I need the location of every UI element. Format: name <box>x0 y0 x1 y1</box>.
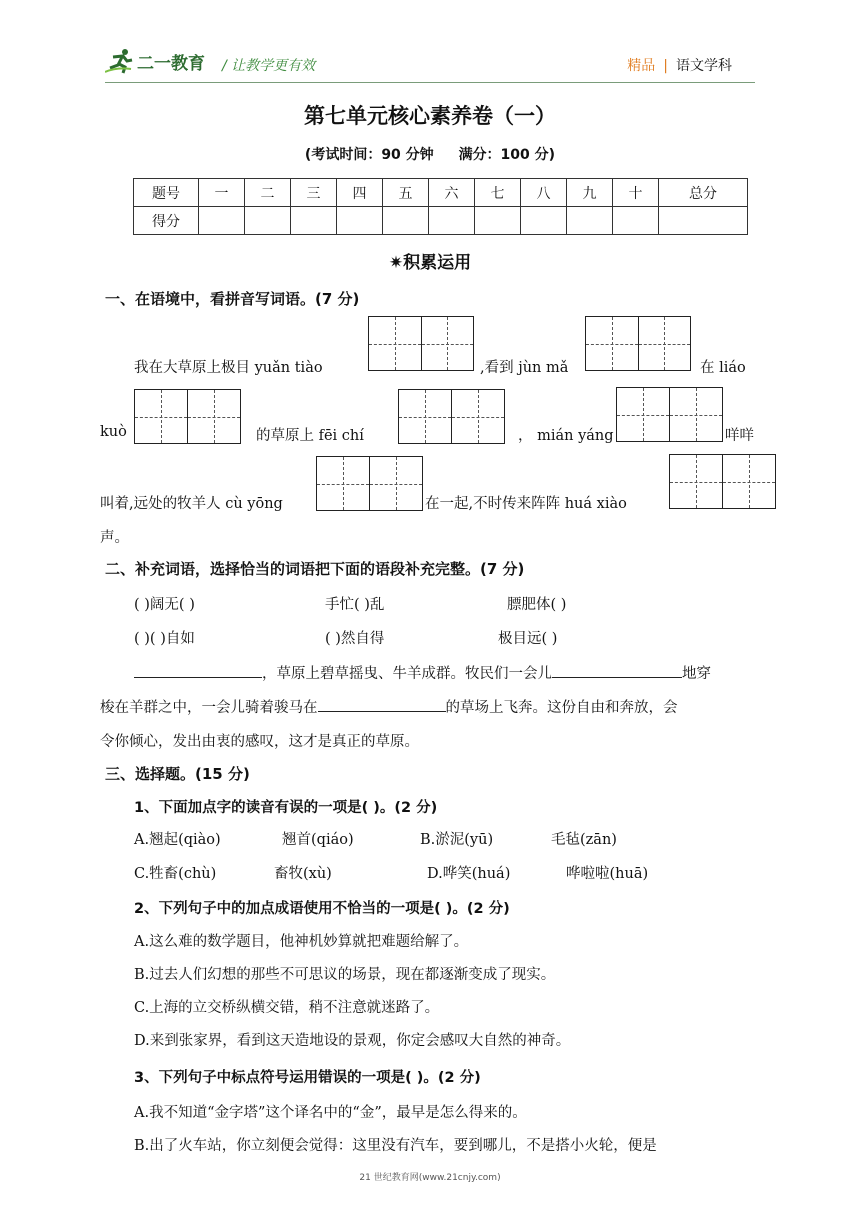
q1-line2-text: kuò <box>100 424 127 440</box>
q3-sub1: 1、下面加点字的读音有误的一项是( )。(2 分) <box>134 800 438 816</box>
score-header-cell: 总分 <box>659 179 748 207</box>
q2-heading: 二、补充词语，选择恰当的词语把下面的语段补充完整。(7 分) <box>105 560 525 578</box>
separator: | <box>663 58 668 74</box>
q2-para-text3: 梭在羊群之中，一会儿骑着骏马在 <box>100 700 318 716</box>
q2-para-line1 <box>134 662 711 683</box>
q1-line1-text3: 在 liáo <box>700 360 746 376</box>
section-title: ✷积累运用 <box>388 253 472 273</box>
q1-heading: 一、在语境中，看拼音写词语。(7 分) <box>105 290 360 308</box>
idiom-2: 手忙( )乱 <box>325 597 385 613</box>
score-cell <box>383 207 429 235</box>
score-header-row <box>134 179 748 207</box>
option-a2: 翘首(qiáo) <box>282 832 354 848</box>
page-title: 第七单元核心素养卷（一） <box>304 104 556 128</box>
q1-line1-text2: ,看到 jùn mǎ <box>480 360 569 376</box>
header-right <box>627 55 732 75</box>
idiom-5: ( )然自得 <box>325 631 385 647</box>
q1-line2-text2: 的草原上 fēi chí <box>256 428 364 444</box>
brand-logo <box>105 48 205 74</box>
q1-line1-text: 我在大草原上极目 yuǎn tiào <box>134 360 323 376</box>
logo-text: 二一教育 <box>137 53 205 74</box>
q2-para-text2: 地穿 <box>682 666 711 682</box>
score-header-cell: 一 <box>199 179 245 207</box>
idiom-4: ( )( )自如 <box>134 631 195 647</box>
q2-para-text1: ，草原上碧草摇曳、牛羊成群。牧民们一会儿 <box>262 666 552 682</box>
quality-tag: 精品 <box>627 58 656 74</box>
score-header-cell: 三 <box>291 179 337 207</box>
score-header-cell: 题号 <box>134 179 199 207</box>
option-2d: D.来到张家界，看到这天造地设的景观，你定会感叹大自然的神奇。 <box>134 1033 571 1049</box>
header-divider <box>105 82 755 83</box>
score-header-cell: 八 <box>521 179 567 207</box>
idiom-3: 膘肥体( ) <box>507 597 567 613</box>
exam-total: 满分：100 分) <box>458 147 556 163</box>
score-header-cell: 六 <box>429 179 475 207</box>
q1-line2-text3: ， mián yáng <box>518 428 614 444</box>
pinyin-box-5[interactable] <box>616 387 723 442</box>
q2-para-line3: 令你倾心，发出由衷的感叹，这才是真正的草原。 <box>100 734 419 750</box>
score-table <box>133 178 748 235</box>
score-header-cell: 二 <box>245 179 291 207</box>
answer-blank[interactable] <box>318 697 446 712</box>
option-2a: A.这么难的数学题目，他神机妙算就把难题给解了。 <box>134 934 469 950</box>
option-3b: B.出了火车站，你立刻便会觉得：这里没有汽车，要到哪儿，不是搭小火轮，便是 <box>134 1138 657 1154</box>
q3-sub2: 2、下列句子中的加点成语使用不恰当的一项是( )。(2 分) <box>134 901 510 917</box>
footer: 21 世纪教育网(www.21cnjy.com) <box>359 1173 501 1183</box>
option-d2: 哗啦啦(huā) <box>566 866 649 882</box>
score-cell <box>521 207 567 235</box>
exam-info <box>0 144 860 164</box>
score-cell <box>337 207 383 235</box>
q3-heading: 三、选择题。(15 分) <box>105 765 250 783</box>
score-header-cell: 四 <box>337 179 383 207</box>
score-cell <box>199 207 245 235</box>
pinyin-box-2[interactable] <box>585 316 691 371</box>
slogan: / 让教学更有效 <box>222 58 316 74</box>
score-cell <box>475 207 521 235</box>
pinyin-box-6[interactable] <box>316 456 423 511</box>
answer-blank[interactable] <box>552 663 682 678</box>
score-cell <box>659 207 748 235</box>
option-3a: A.我不知道“金字塔”这个译名中的“金”，最早是怎么得来的。 <box>134 1105 527 1121</box>
q2-para-text4: 的草场上飞奔。这份自由和奔放，会 <box>445 700 678 716</box>
answer-blank[interactable] <box>134 663 262 678</box>
option-c2: 畜牧(xù) <box>274 866 332 882</box>
subject-tag: 语文学科 <box>676 58 732 74</box>
q1-line2-text4: 咩咩 <box>725 428 754 444</box>
score-header-cell: 七 <box>475 179 521 207</box>
pinyin-box-7[interactable] <box>669 454 776 509</box>
option-c1: C.牲畜(chù) <box>134 866 217 882</box>
score-cell <box>291 207 337 235</box>
q3-sub3: 3、下列句子中标点符号运用错误的一项是( )。(2 分) <box>134 1070 481 1086</box>
score-row-label: 得分 <box>134 207 199 235</box>
score-row <box>134 207 748 235</box>
score-header-cell: 九 <box>567 179 613 207</box>
runner-logo-icon <box>105 48 135 74</box>
exam-time: (考试时间：90 分钟 <box>304 147 434 163</box>
q2-para-line2 <box>100 696 678 717</box>
score-cell <box>613 207 659 235</box>
option-b1: B.淤泥(yū) <box>420 832 494 848</box>
idiom-1: ( )阔无( ) <box>134 597 195 613</box>
option-d1: D.哗笑(huá) <box>427 866 511 882</box>
option-a1: A.翘起(qiào) <box>134 832 221 848</box>
pinyin-box-1[interactable] <box>368 316 474 371</box>
score-cell <box>245 207 291 235</box>
option-b2: 毛毡(zān) <box>551 832 617 848</box>
q1-line3-text2: 在一起,不时传来阵阵 huá xiào <box>425 496 627 512</box>
pinyin-box-4[interactable] <box>398 389 505 444</box>
option-2c: C.上海的立交桥纵横交错，稍不注意就迷路了。 <box>134 1000 440 1016</box>
score-cell <box>429 207 475 235</box>
option-2b: B.过去人们幻想的那些不可思议的场景，现在都逐渐变成了现实。 <box>134 967 556 983</box>
pinyin-box-3[interactable] <box>134 389 241 444</box>
score-header-cell: 十 <box>613 179 659 207</box>
idiom-6: 极目远( ) <box>498 631 558 647</box>
q1-line3-text: 叫着,远处的牧羊人 cù yōng <box>100 496 283 512</box>
q1-line4-text: 声。 <box>100 530 129 546</box>
score-header-cell: 五 <box>383 179 429 207</box>
score-cell <box>567 207 613 235</box>
